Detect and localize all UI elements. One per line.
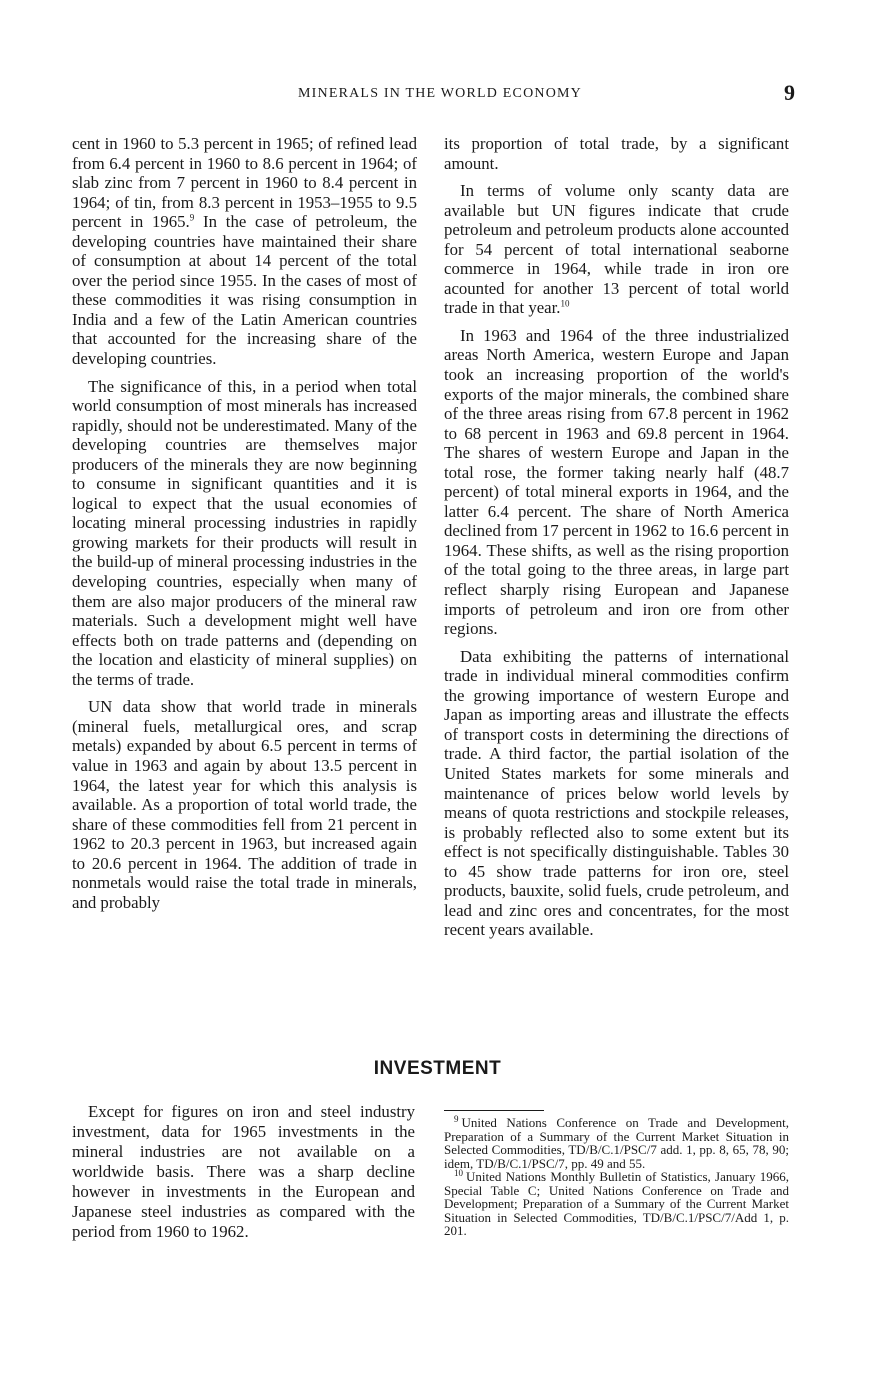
- left-paragraph-3: UN data show that world trade in minerals (mineral fuels, metallurgical ores, and scrap metals) expanded by about 6.5 percent in terms of value in 1963 and again by about 13.5 percent in 1964, the latest year for which this analysis is available. As a proportion of total world trade, the share of these commodities fell from 21 percent in 1962 to 20.3 percent in 1963, but increased again to 20.6 percent in 1964. The addition of trade in nonmetals would raise the total trade in minerals, and probably: [72, 697, 417, 912]
- footnote-10: [444, 1167, 789, 1238]
- investment-paragraph: Except for figures on iron and steel industry investment, data for 1965 investments in the mineral industries are not available on a worldwide basis. There was a sharp decline however in investments in the European and Japanese steel industries as compared with the period from 1960 to 1962.: [72, 1102, 415, 1241]
- left-paragraph-1-text: cent in 1960 to 5.3 percent in 1965; of refined lead from 6.4 percent in 1960 to 8.6 percent in 1964; of slab zinc from 7 percent in 1960 to 8.4 percent in 1964; of tin, from 8.3 percent in 1953–1955 to 9.5 percent in 1965.: [72, 134, 417, 232]
- right-paragraph-1: its proportion of total trade, by a significant amount.: [444, 134, 789, 173]
- footnote-9: [444, 1113, 789, 1171]
- footnote-10-mark: 10: [454, 1167, 463, 1178]
- footnote-ref-10: 10: [560, 298, 570, 309]
- right-column: [444, 134, 789, 940]
- right-paragraph-4: Data exhibiting the patterns of international trade in individual mineral commodities confirm the growing importance of western Europe and Japan as importing areas and illustrate the effects of transport costs in determining the directions of trade. A third factor, the partial isolation of the United States markets for some minerals and maintenance of prices below world levels by means of quota restrictions and stockpile releases, is probably reflected also to some extent but its effect is not specifically distinguishable. Tables 30 to 45 show trade patterns for iron ore, steel products, bauxite, solid fuels, crude petroleum, and lead and zinc ores and concentrates, for the most recent years available.: [444, 646, 789, 940]
- page-number: 9: [784, 80, 795, 105]
- section-heading-investment: INVESTMENT: [373, 1058, 502, 1079]
- footnote-9-mark: 9: [454, 1113, 459, 1124]
- right-paragraph-3: In 1963 and 1964 of the three industrialized areas North America, western Europe and Japan took an increasing proportion of the world's exports of the major minerals, the combined share of the three areas rising from 67.8 percent in 1962 to 68 percent in 1963 and 69.8 percent in 1964. The shares of western Europe and Japan in the total rose, the former taking nearly half (48.7 percent) of total mineral exports in 1964, and the latter 6.4 percent. The share of North America declined from 17 percent in 1962 to 16.6 percent in 1964. These shifts, as well as the rising proportion of the total going to the three areas, in large part reflect sharply rising European and Japanese imports of petroleum and iron ore from other regions.: [444, 325, 789, 639]
- investment-section: [72, 1102, 415, 1242]
- footnotes: [444, 1113, 789, 1238]
- footnote-divider: [444, 1110, 544, 1111]
- footnote-9-text: United Nations Conference on Trade and Development, Preparation of a Summary of the Current Market Situation in Selected Commodities, TD/B/C.1/PSC/7 add. 1, pp. 8, 65, 78, 90; idem, TD/B/C.1/PSC/7, pp. 49 and 55.: [444, 1115, 789, 1171]
- left-paragraph-1-tail: In the case of petroleum, the developing countries have maintained their share of consumption at about 14 percent of the total over the period since 1955. In the cases of most of these commodities it was rising consumption in India and a few of the Latin American countries that accounted for the increasing share of the developing countries.: [72, 212, 417, 369]
- right-paragraph-2-text: In terms of volume only scanty data are available but UN figures indicate that crude petroleum and petroleum products alone accounted for 54 percent of total international seaborne commerce in 1964, while trade in iron ore acounted for another 13 percent of total world trade in that year.: [444, 181, 789, 318]
- left-paragraph-1: [72, 134, 417, 369]
- running-header-title: MINERALS IN THE WORLD ECONOMY: [298, 86, 582, 101]
- left-column: [72, 134, 417, 912]
- footnote-10-text: United Nations Monthly Bulletin of Statistics, January 1966, Special Table C; United Nations Conference on Trade and Development; Preparation of a Summary of the Current Market Situation in Selected Commodities, TD/B/C.1/PSC/7/Add 1, p. 201.: [444, 1169, 789, 1238]
- left-paragraph-2: The significance of this, in a period when total world consumption of most minerals has increased rapidly, should not be underestimated. Many of the developing countries are themselves major producers of the minerals they are now beginning to consume in significant quantities and it is logical to expect that the usual economies of locating mineral processing industries in rapidly growing markets for their products will result in the build-up of mineral processing industries in the developing countries, especially when many of them are also major producers of the mineral raw materials. Such a development might well have effects both on trade patterns and (depending on the location and elasticity of mineral supplies) on the terms of trade.: [72, 376, 417, 689]
- right-paragraph-2: [444, 181, 789, 318]
- footnote-ref-9: 9: [189, 212, 195, 223]
